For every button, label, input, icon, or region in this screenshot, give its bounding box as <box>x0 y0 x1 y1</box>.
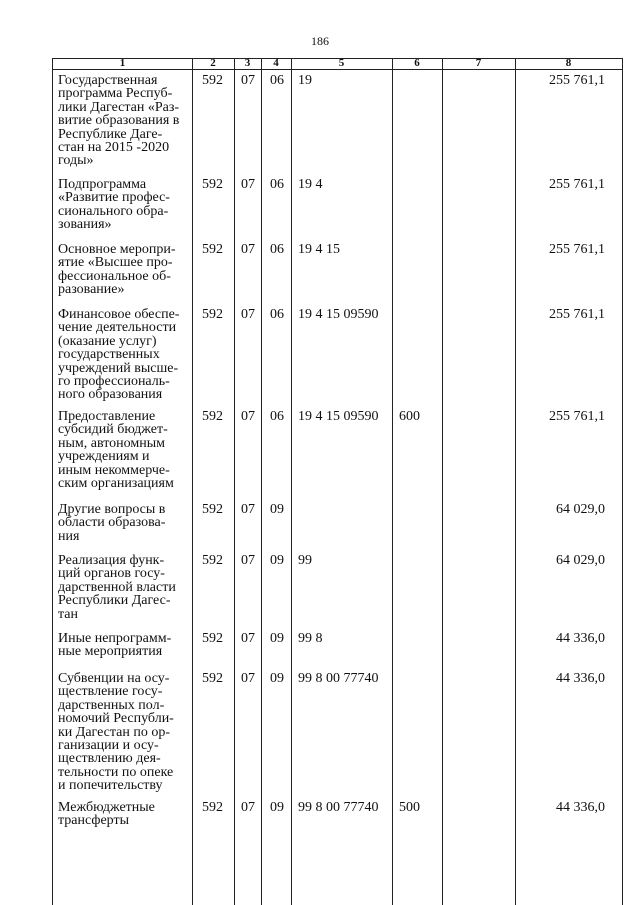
cell-col3: 07 <box>241 307 255 322</box>
row-name: Иные непрограмм- ные мероприятия <box>58 631 172 660</box>
cell-col5: 19 4 15 <box>298 242 340 257</box>
cell-col5: 19 4 15 09590 <box>298 409 379 424</box>
cell-col6: 600 <box>399 409 420 424</box>
row-name: Субвенции на осу- ществление госу- дарственных пол- номочий Республи- ки Дагестан по ор- ганизации и осу- ществлению дея- тельности по опеке и попечительству <box>58 671 174 794</box>
column-header: 2 <box>210 57 216 69</box>
row-name: Подпрограмма «Развитие профес- сионального обра- зования» <box>58 177 170 233</box>
cell-col3: 07 <box>241 671 255 686</box>
cell-col5: 19 <box>298 73 312 88</box>
cell-col8: 255 761,1 <box>549 73 605 88</box>
column-header: 7 <box>475 57 482 69</box>
cell-col4: 09 <box>270 631 284 646</box>
cell-col5: 99 8 <box>298 631 323 646</box>
column-divider <box>515 58 516 905</box>
cell-col8: 255 761,1 <box>549 307 605 322</box>
column-divider <box>291 58 292 905</box>
cell-col2: 592 <box>202 409 223 424</box>
cell-col3: 07 <box>241 631 255 646</box>
table-header-row <box>53 58 623 70</box>
row-name: Межбюджетные трансферты <box>58 800 155 829</box>
cell-col4: 06 <box>270 242 284 257</box>
column-header: 4 <box>273 57 279 69</box>
cell-col8: 44 336,0 <box>556 631 605 646</box>
column-header: 3 <box>244 57 251 69</box>
column-divider <box>442 58 443 905</box>
cell-col8: 44 336,0 <box>556 800 605 815</box>
row-name: Другие вопросы в области образова- ния <box>58 502 166 544</box>
cell-col3: 07 <box>241 409 255 424</box>
column-divider <box>392 58 393 905</box>
cell-col2: 592 <box>202 177 223 192</box>
budget-table <box>52 58 623 905</box>
cell-col5: 19 4 15 09590 <box>298 307 379 322</box>
cell-col4: 06 <box>270 409 284 424</box>
column-header: 1 <box>119 57 126 69</box>
column-divider <box>622 58 623 905</box>
column-header: 5 <box>338 57 345 69</box>
row-name: Реализация функ- ций органов госу- дарственной власти Республики Дагес- тан <box>58 553 176 622</box>
cell-col3: 07 <box>241 73 255 88</box>
row-name: Государственная программа Респуб- лики Дагестан «Раз- витие образования в Республике Даге- стан на 2015 -2020 годы» <box>58 73 180 169</box>
column-header: 6 <box>414 57 420 69</box>
cell-col8: 255 761,1 <box>549 177 605 192</box>
cell-col3: 07 <box>241 242 255 257</box>
cell-col4: 09 <box>270 671 284 686</box>
cell-col2: 592 <box>202 800 223 815</box>
cell-col5: 99 <box>298 553 312 568</box>
column-divider <box>234 58 235 905</box>
cell-col4: 06 <box>270 73 284 88</box>
cell-col3: 07 <box>241 502 255 517</box>
column-header: 8 <box>565 57 572 69</box>
cell-col8: 64 029,0 <box>556 502 605 517</box>
cell-col5: 99 8 00 77740 <box>298 671 379 686</box>
column-divider <box>261 58 262 905</box>
cell-col2: 592 <box>202 307 223 322</box>
row-name: Предоставление субсидий бюджет- ным, автономным учреждениям и иным некоммерче- ским организациям <box>58 409 174 492</box>
column-divider <box>192 58 193 905</box>
cell-col2: 592 <box>202 502 223 517</box>
cell-col3: 07 <box>241 177 255 192</box>
cell-col3: 07 <box>241 800 255 815</box>
page-number: 186 <box>311 34 329 48</box>
cell-col4: 09 <box>270 553 284 568</box>
cell-col8: 255 761,1 <box>549 409 605 424</box>
row-name: Финансовое обеспе- чение деятельности (оказание услуг) государственных учреждений высше- го профессиональ- ного образования <box>58 307 180 403</box>
cell-col2: 592 <box>202 242 223 257</box>
cell-col8: 255 761,1 <box>549 242 605 257</box>
cell-col5: 19 4 <box>298 177 323 192</box>
cell-col2: 592 <box>202 553 223 568</box>
row-name: Основное меропри- ятие «Высшее про- фессиональное об- разование» <box>58 242 176 298</box>
cell-col8: 44 336,0 <box>556 671 605 686</box>
cell-col3: 07 <box>241 553 255 568</box>
cell-col6: 500 <box>399 800 420 815</box>
cell-col4: 06 <box>270 177 284 192</box>
cell-col2: 592 <box>202 671 223 686</box>
cell-col2: 592 <box>202 631 223 646</box>
cell-col5: 99 8 00 77740 <box>298 800 379 815</box>
cell-col4: 09 <box>270 800 284 815</box>
cell-col4: 06 <box>270 307 284 322</box>
cell-col4: 09 <box>270 502 284 517</box>
cell-col2: 592 <box>202 73 223 88</box>
cell-col8: 64 029,0 <box>556 553 605 568</box>
